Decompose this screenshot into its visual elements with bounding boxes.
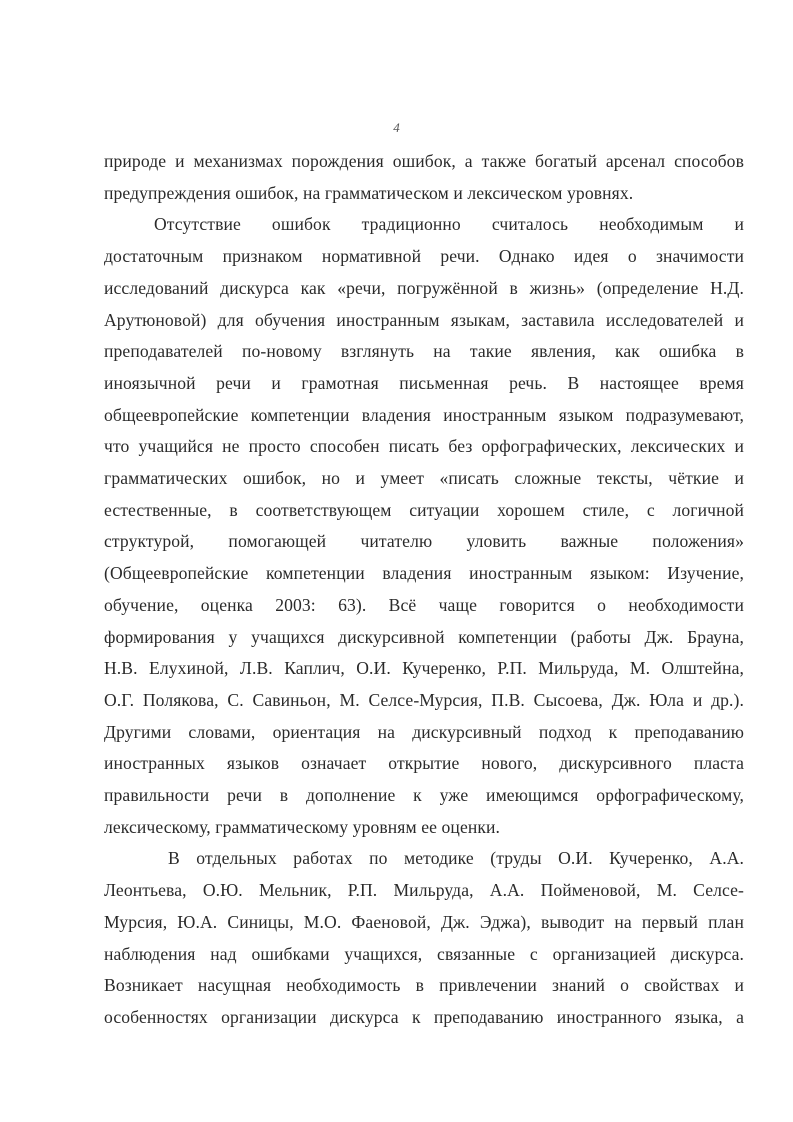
text-line: правильности речи в дополнение к уже имеющимся орфографическому,	[104, 785, 744, 806]
text-line: природе и механизмах порождения ошибок, а также богатый арсенал способов	[104, 151, 744, 171]
text-line: особенностях организации дискурса к преподаванию иностранного языка, а	[104, 1006, 744, 1027]
paragraph-3	[104, 843, 744, 1033]
text-line: предупреждения ошибок, на грамматическом и лексическом уровнях.	[104, 182, 634, 203]
text-line: Отсутствие ошибок традиционно считалось необходимым и	[154, 214, 744, 235]
text-line: О.Г. Полякова, С. Савиньон, М. Селсе-Мурсия, П.В. Сысоева, Дж. Юла и др.).	[104, 689, 744, 710]
text-line: Мурсия, Ю.А. Синицы, М.О. Фаеновой, Дж. Эджа), выводит на первый план	[104, 911, 744, 932]
text-line: формирования у учащихся дискурсивной компетенции (работы Дж. Брауна,	[104, 626, 744, 647]
text-line: исследований дискурса как «речи, погружённой в жизнь» (определение Н.Д.	[104, 277, 744, 298]
text-line: что учащийся не просто способен писать без орфографических, лексических и	[104, 436, 744, 457]
text-line: преподавателей по-новому взглянуть на такие явления, как ошибка в	[104, 341, 744, 362]
paragraph-1	[104, 146, 744, 209]
text-line: структурой, помогающей читателю уловить важные положения»	[104, 531, 744, 552]
text-line: наблюдения над ошибками учащихся, связанные с организацией дискурса.	[104, 943, 744, 964]
text-line: Арутюновой) для обучения иностранным языкам, заставила исследователей и	[104, 309, 744, 330]
text-line: обучение, оценка 2003: 63). Всё чаще говорится о необходимости	[104, 594, 744, 615]
text-line: иноязычной речи и грамотная письменная речь. В настоящее время	[104, 372, 744, 393]
document-body	[104, 146, 744, 1034]
paragraph-2	[104, 209, 744, 843]
page-number: 4	[393, 120, 400, 135]
text-line: Возникает насущная необходимость в привлечении знаний о свойствах и	[104, 975, 744, 996]
text-line: лексическому, грамматическому уровням ее оценки.	[104, 816, 501, 837]
text-line: Леонтьева, О.Ю. Мельник, Р.П. Мильруда, А.А. Пойменовой, М. Селсе-	[104, 880, 744, 901]
text-line: Н.В. Елухиной, Л.В. Каплич, О.И. Кучеренко, Р.П. Мильруда, М. Олштейна,	[104, 658, 744, 679]
text-line: естественные, в соответствующем ситуации хорошем стиле, с логичной	[104, 499, 744, 520]
text-line: достаточным признаком нормативной речи. Однако идея о значимости	[104, 246, 744, 267]
text-line: В отдельных работах по методике (труды О.И. Кучеренко, А.А.	[168, 848, 744, 869]
text-line: общеевропейские компетенции владения иностранным языком подразумевают,	[104, 404, 744, 425]
text-line: грамматических ошибок, но и умеет «писать сложные тексты, чёткие и	[104, 468, 744, 489]
text-line: (Общеевропейские компетенции владения иностранным языком: Изучение,	[104, 563, 744, 584]
text-line: Другими словами, ориентация на дискурсивный подход к преподаванию	[104, 721, 744, 742]
text-line: иностранных языков означает открытие нового, дискурсивного пласта	[104, 753, 744, 774]
